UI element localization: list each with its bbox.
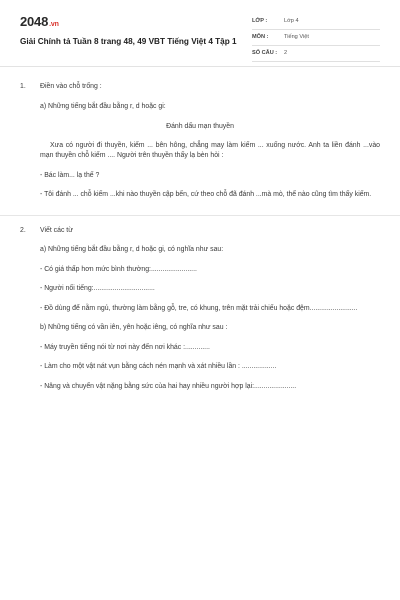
page-title: Giải Chính tả Tuần 8 trang 48, 49 VBT Tiếng Việt 4 Tập 1 <box>20 37 237 46</box>
fill-in-line: - Máy truyền tiếng nói từ nơi này đến nơi khác :............. <box>40 343 210 351</box>
header-divider <box>0 66 400 67</box>
section-divider <box>0 215 400 216</box>
fill-in-line: - Có giá thấp hơn mức bình thường:........................ <box>40 265 197 273</box>
meta-row-subject <box>252 30 380 46</box>
meta-value: Lớp 4 <box>284 18 299 24</box>
question-number: 2. <box>20 226 26 234</box>
meta-row-class <box>252 14 380 30</box>
passage-line: - Tôi đánh ... chỗ kiếm ...khi nào thuyền cập bến, cứ theo chỗ đã đánh ...mà mò, thế nào cũng tìm thấy kiếm. <box>40 191 372 198</box>
worksheet-content <box>20 76 380 392</box>
fill-in-line: - Làm cho một vật nát vụn bằng cách nén mạnh và xát nhiều lần : .................. <box>40 363 277 370</box>
question-1-part-a: a) Những tiếng bắt đầu bằng r, d hoặc gi: <box>40 102 166 110</box>
site-logo[interactable] <box>20 14 59 29</box>
question-text: Điền vào chỗ trống : <box>40 83 102 90</box>
passage-line: - Bác làm... lạ thế ? <box>40 171 100 179</box>
question-2-part-a: a) Những tiếng bắt đầu bằng r, d hoặc gi, có nghĩa như sau: <box>40 246 224 253</box>
meta-value: 2 <box>284 50 288 56</box>
passage-paragraph: Xưa có người đi thuyền, kiếm ... bên hông, chẳng may làm kiếm ... xuống nước. Anh ta liền đánh ...vào mạn thuyền chỗ kiếm .... Người trên thuyền thấy lạ bèn hỏi : <box>40 141 380 159</box>
meta-label: LỚP : <box>252 18 268 24</box>
fill-in-line: - Nâng và chuyển vật nặng bằng sức của hai hay nhiều người hợp lại:...................... <box>40 382 297 390</box>
question-2-part-b: b) Những tiếng có vần iên, yên hoặc iêng, có nghĩa như sau : <box>40 324 228 331</box>
meta-label: SỐ CÂU : <box>252 50 278 56</box>
meta-label: MÔN : <box>252 34 269 40</box>
header <box>20 14 380 60</box>
meta-table <box>252 14 380 62</box>
meta-row-count <box>252 46 380 62</box>
question-text: Viết các từ <box>40 226 73 234</box>
question-2-heading <box>20 226 380 237</box>
meta-value: Tiếng Việt <box>284 34 309 40</box>
question-1-heading <box>20 82 380 93</box>
question-number: 1. <box>20 83 26 90</box>
fill-in-line: - Đồ dùng để nằm ngủ, thường làm bằng gỗ, tre, có khung, trên mặt trải chiếu hoặc đệm......................... <box>40 304 358 312</box>
logo-main: 2048 <box>20 14 49 29</box>
passage-title: Đánh dấu mạn thuyền <box>166 123 234 130</box>
logo-suffix: .vn <box>49 21 59 28</box>
fill-in-line: - Người nối tiếng:................................ <box>40 285 155 292</box>
